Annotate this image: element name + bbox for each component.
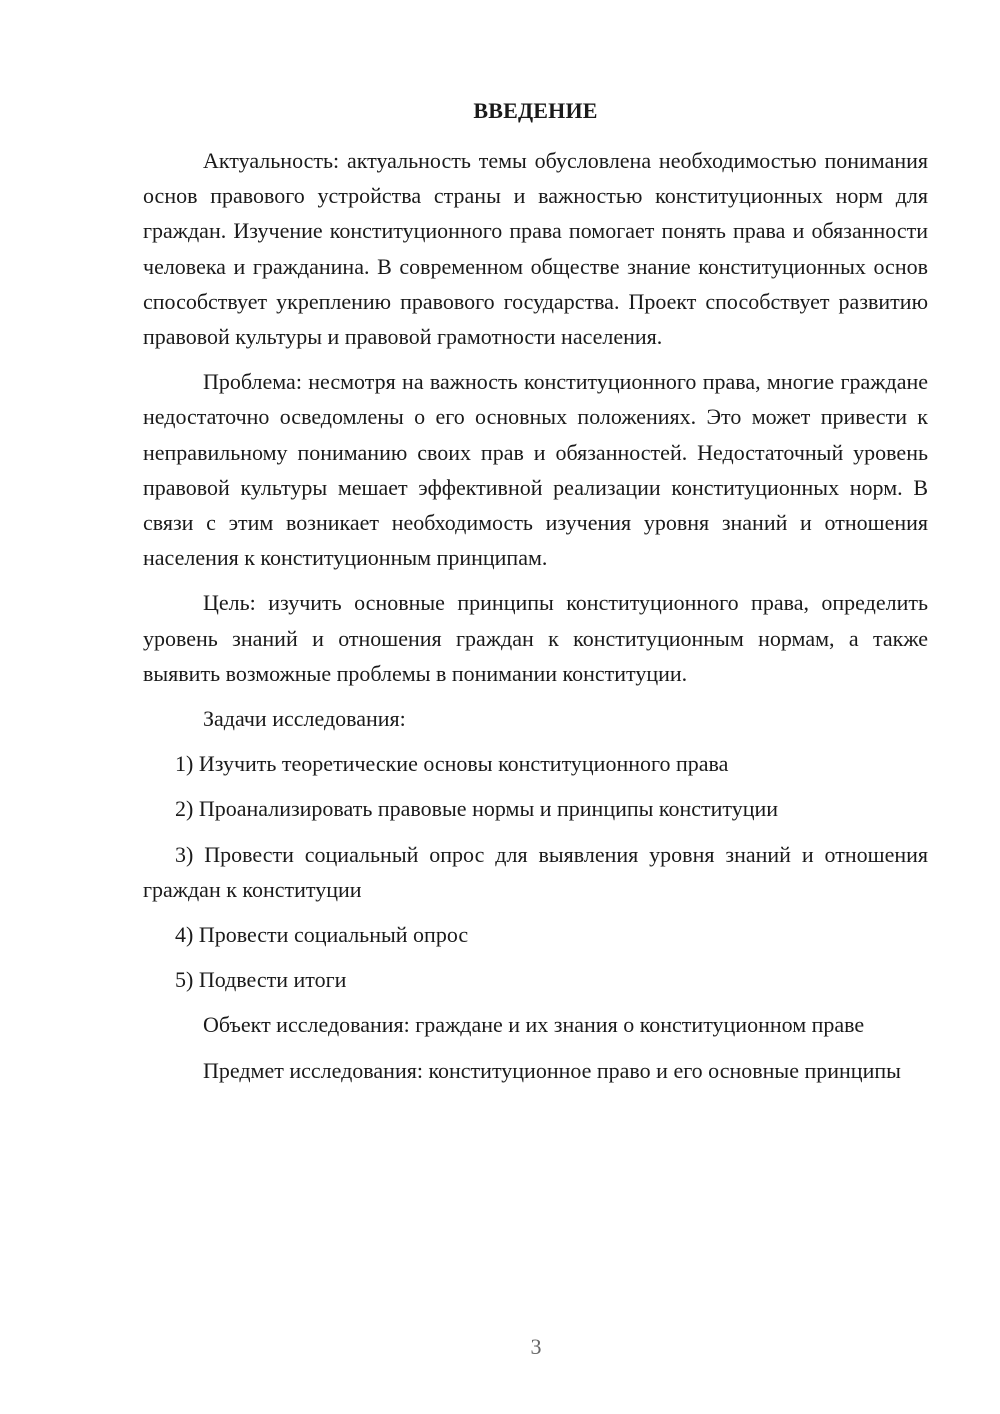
task-item-2: 2) Проанализировать правовые нормы и принципы конституции bbox=[175, 796, 779, 822]
paragraph-relevance: Актуальность: актуальность темы обусловлена необходимостью понимания основ правового устройства страны и важностью конституционных норм для граждан. Изучение конституционного права помогает понять права и обязанности человека и гражданина. В современном обществе знание конституционных основ способствует укреплению правового государства. Проект способствует развитию правовой культуры и правовой грамотности населения. bbox=[143, 148, 928, 350]
page-number: 3 bbox=[530, 1334, 542, 1359]
task-item-4: 4) Провести социальный опрос bbox=[175, 922, 469, 948]
task-item-1: 1) Изучить теоретические основы конституционного права bbox=[175, 751, 729, 777]
paragraph-problem: Проблема: несмотря на важность конституционного права, многие граждане недостаточно осведомлены о его основных положениях. Это может привести к неправильному пониманию своих прав и обязанностей. Недостаточный уровень правовой культуры мешает эффективной реализации конституционных норм. В связи с этим возникает необходимость изучения уровня знаний и отношения населения к конституционным принципам. bbox=[143, 369, 928, 571]
paragraph-goal: Цель: изучить основные принципы конституционного права, определить уровень знаний и отношения граждан к конституционным нормам, а также выявить возможные проблемы в понимании конституции. bbox=[143, 590, 928, 686]
paragraph-subject: Предмет исследования: конституционное право и его основные принципы bbox=[203, 1057, 901, 1083]
tasks-heading: Задачи исследования: bbox=[203, 706, 406, 732]
paragraph-object: Объект исследования: граждане и их знания о конституционном праве bbox=[203, 1012, 865, 1038]
page-title: ВВЕДЕНИЕ bbox=[473, 98, 598, 123]
task-item-5: 5) Подвести итоги bbox=[175, 967, 347, 993]
task-item-3: 3) Провести социальный опрос для выявления уровня знаний и отношения граждан к конституции bbox=[143, 841, 928, 902]
document-body bbox=[143, 143, 928, 1098]
